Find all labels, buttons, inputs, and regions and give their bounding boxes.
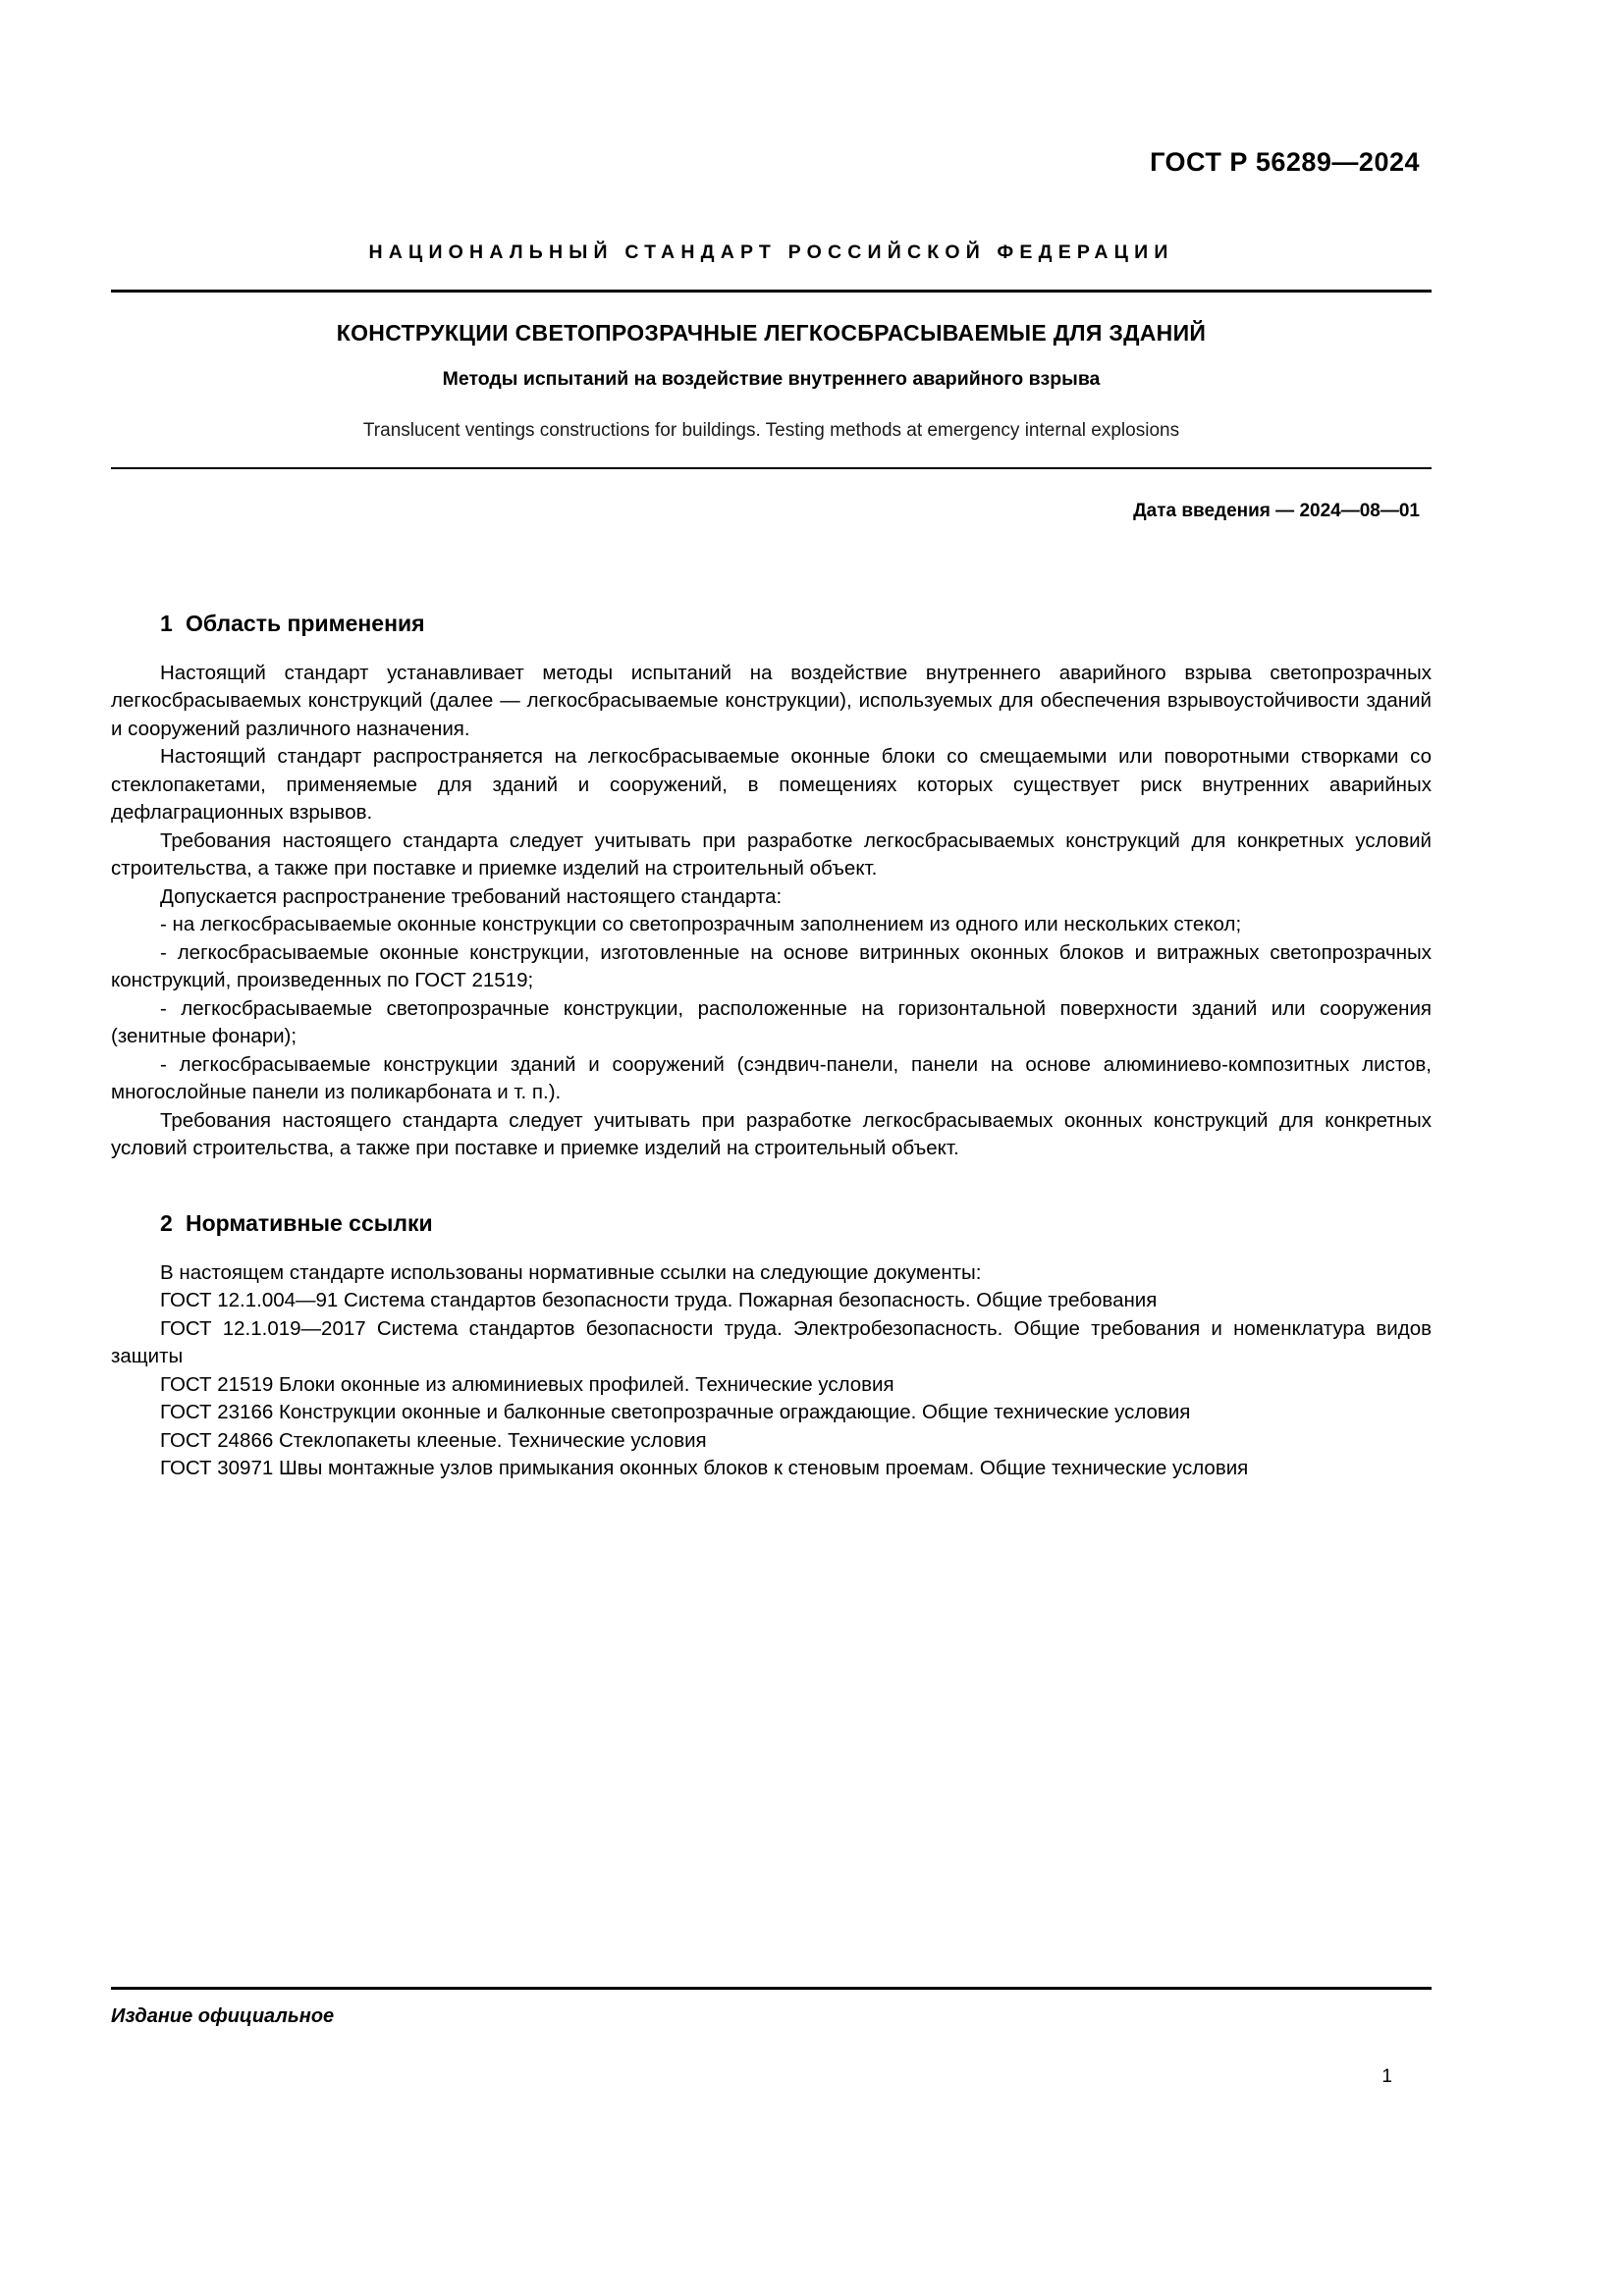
document-code: ГОСТ Р 56289—2024	[1150, 147, 1420, 177]
divider-under-title	[111, 467, 1432, 469]
document-body	[111, 609, 1432, 1483]
national-standard-heading: НАЦИОНАЛЬНЫЙ СТАНДАРТ РОССИЙСКОЙ ФЕДЕРАЦИИ	[368, 241, 1174, 263]
list-item: - легкосбрасываемые конструкции зданий и сооружений (сэндвич-панели, панели на основе алюминиево-композитных листов, многослойные панели из поликарбоната и т. п.).	[111, 1052, 1432, 1104]
list-item: - легкосбрасываемые оконные конструкции, изготовленные на основе витринных оконных блоков и витражных светопрозрачных конструкций, произведенных по ГОСТ 21519;	[111, 940, 1432, 992]
title-block	[111, 293, 1432, 442]
page-title-english: Translucent ventings constructions for buildings. Testing methods at emergency internal explosions	[362, 420, 1180, 441]
paragraph: Настоящий стандарт распространяется на легкосбрасываемые оконные блоки со смещаемыми или поворотными створками со стеклопакетами, применяемые для зданий и сооружений, в помещениях которых существует риск внутренних аварийных дефлаграционных взрывов.	[111, 745, 1432, 825]
paragraph: Настоящий стандарт устанавливает методы испытаний на воздействие внутреннего аварийного взрыва светопрозрачных легкосбрасываемых конструкций (далее — легкосбрасываемые конструкции), используемых для обеспечения взрывоустойчивости зданий и сооружений различного назначения.	[111, 661, 1432, 740]
list-item: - на легкосбрасываемые оконные конструкции со светопрозрачным заполнением из одного или нескольких стекол;	[160, 913, 1242, 936]
introduction-date: Дата введения — 2024—08—01	[1133, 501, 1420, 521]
divider-footer	[111, 1987, 1432, 1990]
page-subtitle: Методы испытаний на воздействие внутреннего аварийного взрыва	[442, 368, 1101, 390]
page-title: КОНСТРУКЦИИ СВЕТОПРОЗРАЧНЫЕ ЛЕГКОСБРАСЫВАЕМЫЕ ДЛЯ ЗДАНИЙ	[336, 320, 1207, 346]
section-spacer	[111, 1163, 1432, 1208]
paragraph: Допускается распространение требований настоящего стандарта:	[160, 884, 783, 908]
reference-item: ГОСТ 12.1.019—2017 Система стандартов безопасности труда. Электробезопасность. Общие требования и номенклатура видов защиты	[111, 1316, 1432, 1368]
paragraph: Требования настоящего стандарта следует учитывать при разработке легкосбрасываемых оконных конструкций для конкретных условий строительства, а также при поставке и приемке изделий на строительный объект.	[111, 1108, 1432, 1160]
reference-item: ГОСТ 24866 Стеклопакеты клееные. Технические условия	[160, 1428, 707, 1452]
section-heading-2	[111, 1208, 1432, 1240]
section-heading-1	[111, 609, 1432, 640]
section-number-1: 1	[160, 611, 173, 636]
paragraph: В настоящем стандарте использованы нормативные ссылки на следующие документы:	[160, 1260, 982, 1284]
list-item: - легкосбрасываемые светопрозрачные конструкции, расположенные на горизонтальной поверхности зданий или сооружения (зенитные фонари);	[111, 996, 1432, 1048]
reference-item: ГОСТ 30971 Швы монтажные узлов примыкания оконных блоков к стеновым проемам. Общие технические условия	[160, 1457, 1249, 1480]
official-edition-note: Издание официальное	[111, 2005, 335, 2027]
reference-item: ГОСТ 21519 Блоки оконные из алюминиевых профилей. Технические условия	[160, 1372, 894, 1396]
reference-item: ГОСТ 23166 Конструкции оконные и балконные светопрозрачные ограждающие. Общие технические условия	[160, 1401, 1191, 1424]
reference-item: ГОСТ 12.1.004—91 Система стандартов безопасности труда. Пожарная безопасность. Общие требования	[160, 1289, 1158, 1312]
section-title-1: Область применения	[186, 611, 425, 636]
page-content-area	[111, 0, 1432, 2296]
paragraph: Требования настоящего стандарта следует учитывать при разработке легкосбрасываемых конструкций для конкретных условий строительства, а также при поставке и приемке изделий на строительный объект.	[111, 828, 1432, 881]
page-number: 1	[1381, 2066, 1392, 2087]
section-title-2: Нормативные ссылки	[186, 1209, 433, 1236]
section-number-2: 2	[160, 1209, 173, 1236]
